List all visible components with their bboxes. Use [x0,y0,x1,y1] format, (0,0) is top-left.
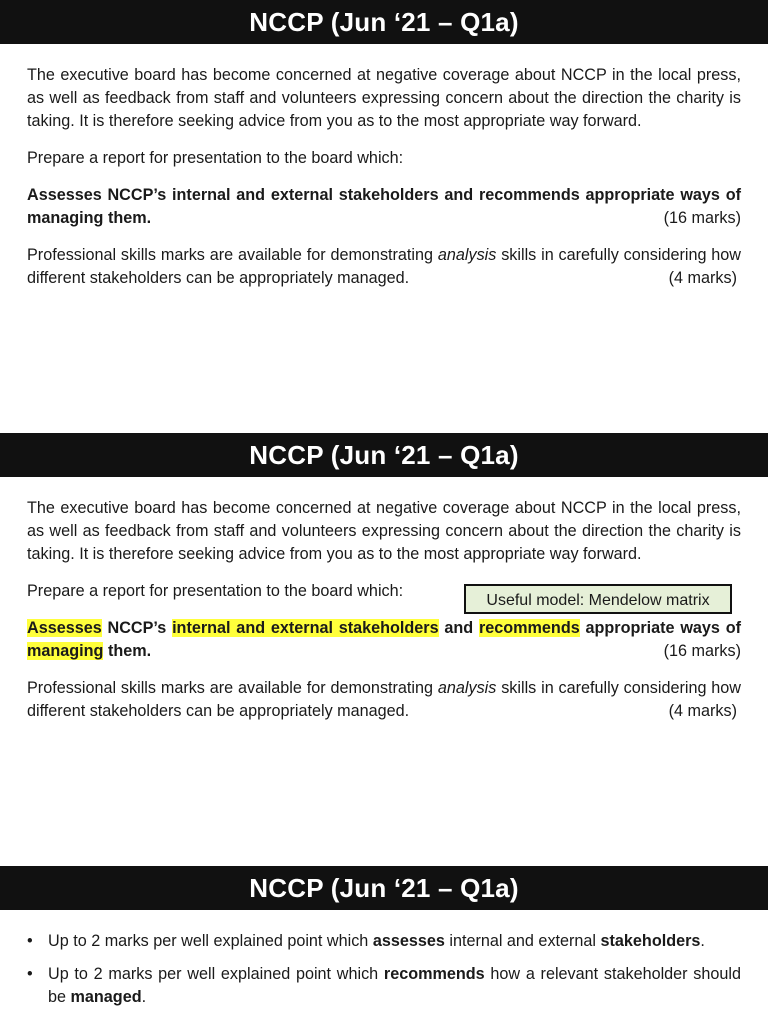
bullet-text: . [141,988,147,1006]
requirement-text-4: them. [103,642,152,660]
skills-text-post: skills in carefully considering how different stakeholders can be appropriately managed. [27,679,741,720]
bullet-bold: stakeholders [600,932,701,950]
list-item [48,963,768,1009]
skills-text-em: analysis [437,679,497,697]
skills-paragraph [27,244,741,290]
skills-text-post: skills in carefully considering how different stakeholders can be appropriately managed. [27,246,741,287]
skills-marks: (4 marks) [668,702,737,720]
requirement-text: Assesses NCCP’s internal and external stakeholders and recommends appropriate ways of managing them. [27,186,741,227]
skills-text-em: analysis [437,246,497,264]
list-item [48,930,768,953]
bullet-text: Up to 2 marks per well explained point which [48,965,384,983]
skills-marks: (4 marks) [668,269,737,287]
slide-content [0,910,768,1009]
requirement-paragraph [27,617,741,663]
slide-content [0,44,768,290]
model-callout: Useful model: Mendelow matrix [464,584,732,614]
requirement-text-1: NCCP’s [101,619,173,637]
requirement-text-2: and [438,619,479,637]
prepare-paragraph: Prepare a report for presentation to the board which: [27,149,404,167]
bullet-bold: assesses [372,932,445,950]
skills-paragraph [27,677,741,723]
slide-title: NCCP (Jun ‘21 – Q1a) [0,866,768,910]
highlight-stakeholders: internal and external stakeholders [172,619,439,637]
skills-text-pre: Professional skills marks are available for demonstrating [27,246,438,264]
requirement-text-3: appropriate ways of [579,619,741,637]
intro-paragraph: The executive board has become concerned at negative coverage about NCCP in the local press, as well as feedback from staff and volunteers expressing concern about the direction the charity is taking. It is therefore seeking advice from you as to the most appropriate way forward. [27,499,741,563]
bullet-text: Up to 2 marks per well explained point which [48,932,373,950]
requirement-marks: (16 marks) [663,642,741,660]
slide-title: NCCP (Jun ‘21 – Q1a) [0,433,768,477]
skills-text-pre: Professional skills marks are available for demonstrating [27,679,438,697]
bullet-bold: managed [70,988,142,1006]
intro-paragraph: The executive board has become concerned at negative coverage about NCCP in the local press, as well as feedback from staff and volunteers expressing concern about the direction the charity is taking. It is therefore seeking advice from you as to the most appropriate way forward. [27,66,741,130]
bullet-text: internal and external [444,932,601,950]
prepare-paragraph: Prepare a report for presentation to the board which: [27,582,404,600]
requirement-marks: (16 marks) [663,209,741,227]
bullet-bold: recommends [383,965,485,983]
slide-title: NCCP (Jun ‘21 – Q1a) [0,0,768,44]
highlight-recommends: recommends [478,619,580,637]
slide-3 [0,866,768,1024]
requirement-paragraph [27,184,741,230]
marking-list [0,930,768,1009]
slide-1 [0,0,768,433]
bullet-text: . [700,932,705,950]
highlight-managing: managing [27,642,104,660]
bullet-text: how a relevant stakeholder should be [48,965,741,1006]
highlight-assesses: Assesses [27,619,102,637]
slide-2 [0,433,768,866]
